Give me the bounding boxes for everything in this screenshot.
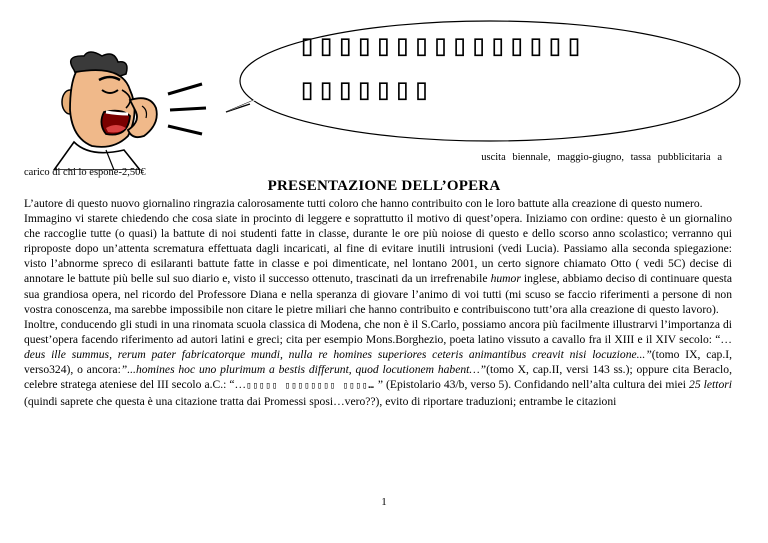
masthead-line-2: ▯▯▯▯▯▯▯	[298, 72, 432, 107]
readers-count: 25 lettori	[689, 378, 733, 392]
paragraph-3-text-a: Inoltre, conducendo gli studi in una rinomata scuola classica di Modena, che non è il S.Carlo, possiamo ancora più facilmente illustrarvi l’importanza di quest’opera facendo riferimento ad autori latini e greci; cita per esempio Mons.Borghezio, poeta latino vissuto a cavallo fra il XIII e il XIV secolo: “…	[24, 317, 732, 346]
greek-quote: ▯▯▯▯▯ ▯▯▯▯▯▯▯▯ ▯▯▯▯…	[246, 381, 375, 392]
publication-info-line-2: carico di chi lo espone-2,50€	[24, 167, 146, 178]
humor-word: humor	[490, 272, 521, 286]
paragraph-3-text-b: (tomo IX, cap.I, verso324), o ancora:	[24, 347, 732, 377]
body-text	[24, 196, 732, 409]
shouting-man-illustration	[44, 50, 214, 170]
latin-quote-2: ”...homines hoc uno plurimum a bestis differunt, quod locutionem habent…”	[120, 363, 487, 377]
paragraph-1: L’autore di questo nuovo giornalino ringrazia calorosamente tutti coloro che hanno contribuito con le loro battute alla creazione di questo numero.	[24, 197, 703, 210]
paragraph-2-text-b: inglese, abbiamo deciso di continuare questa sua grandiosa opera, nel ricordo del Professore Diana e nella speranza di giovare l’animo di voi tutti (mi scuso se faccio riferimenti a persone di non vostra conoscenza, ma sarebbe impossibile non citare le pietre miliari che hanno contribuito e contribuiscono tutt’ora alla creazione di questo lavoro).	[24, 272, 733, 316]
paragraph-3	[24, 317, 732, 410]
paragraph-3-text-d: ” (Epistolario 43/b, verso 5). Confidando nell’alta cultura dei miei	[374, 378, 690, 392]
masthead-title	[298, 24, 628, 112]
masthead-line-1: ▯▯▯▯▯▯▯▯▯▯▯▯▯▯▯	[298, 28, 584, 63]
paragraph-2	[24, 211, 732, 317]
section-title: PRESENTAZIONE DELL’OPERA	[267, 178, 501, 194]
publication-info-line-1: uscita biennale, maggio-giugno, tassa pubblicitaria a	[481, 152, 722, 163]
paragraph-2-text-a: Immagino vi starete chiedendo che cosa siate in procinto di leggere e soprattutto il motivo di quest’opera. Iniziamo con ordine: questo è un giornalino che raccoglie tutte (o quasi) la battute di noi studenti fatte in classe, durante le ore più noiose di questo e dello scorso anno scolastico; verranno qui riproposte dopo un’attenta scrematura effettuata dagli incaricati, al fine di evitare inutili intrusioni (vedi Lucia). Passiamo alla seconda spiegazione: visto l’abnorme spreco di esilaranti battute fatte in classe e poi dimenticate, nel lontano 2001, un certo signore chiamato Otto ( vedi 5C) decise di annotare le battute più belle sul suo diario e, visto il successo ottenuto, trascinati da un irrefrenabile	[24, 212, 732, 286]
paragraph-3-text-c: (tomo X, cap.II, versi 143 ss.); oppure cita Beraclo, celebre stratega ateniese del III secolo a.C.: “…	[24, 363, 732, 392]
latin-quote-1: deus ille summus, rerum pater fabricatorque mundi, nulla re homines superiores ceteris animantibus creavit nisi locuzione...”	[24, 347, 652, 361]
page-number: 1	[381, 496, 387, 508]
paragraph-3-text-e: (quindi saprete che questa è una citazione tratta dai Promessi sposi…vero??), evito di riportare traduzioni; entrambe le citazioni	[24, 395, 617, 409]
